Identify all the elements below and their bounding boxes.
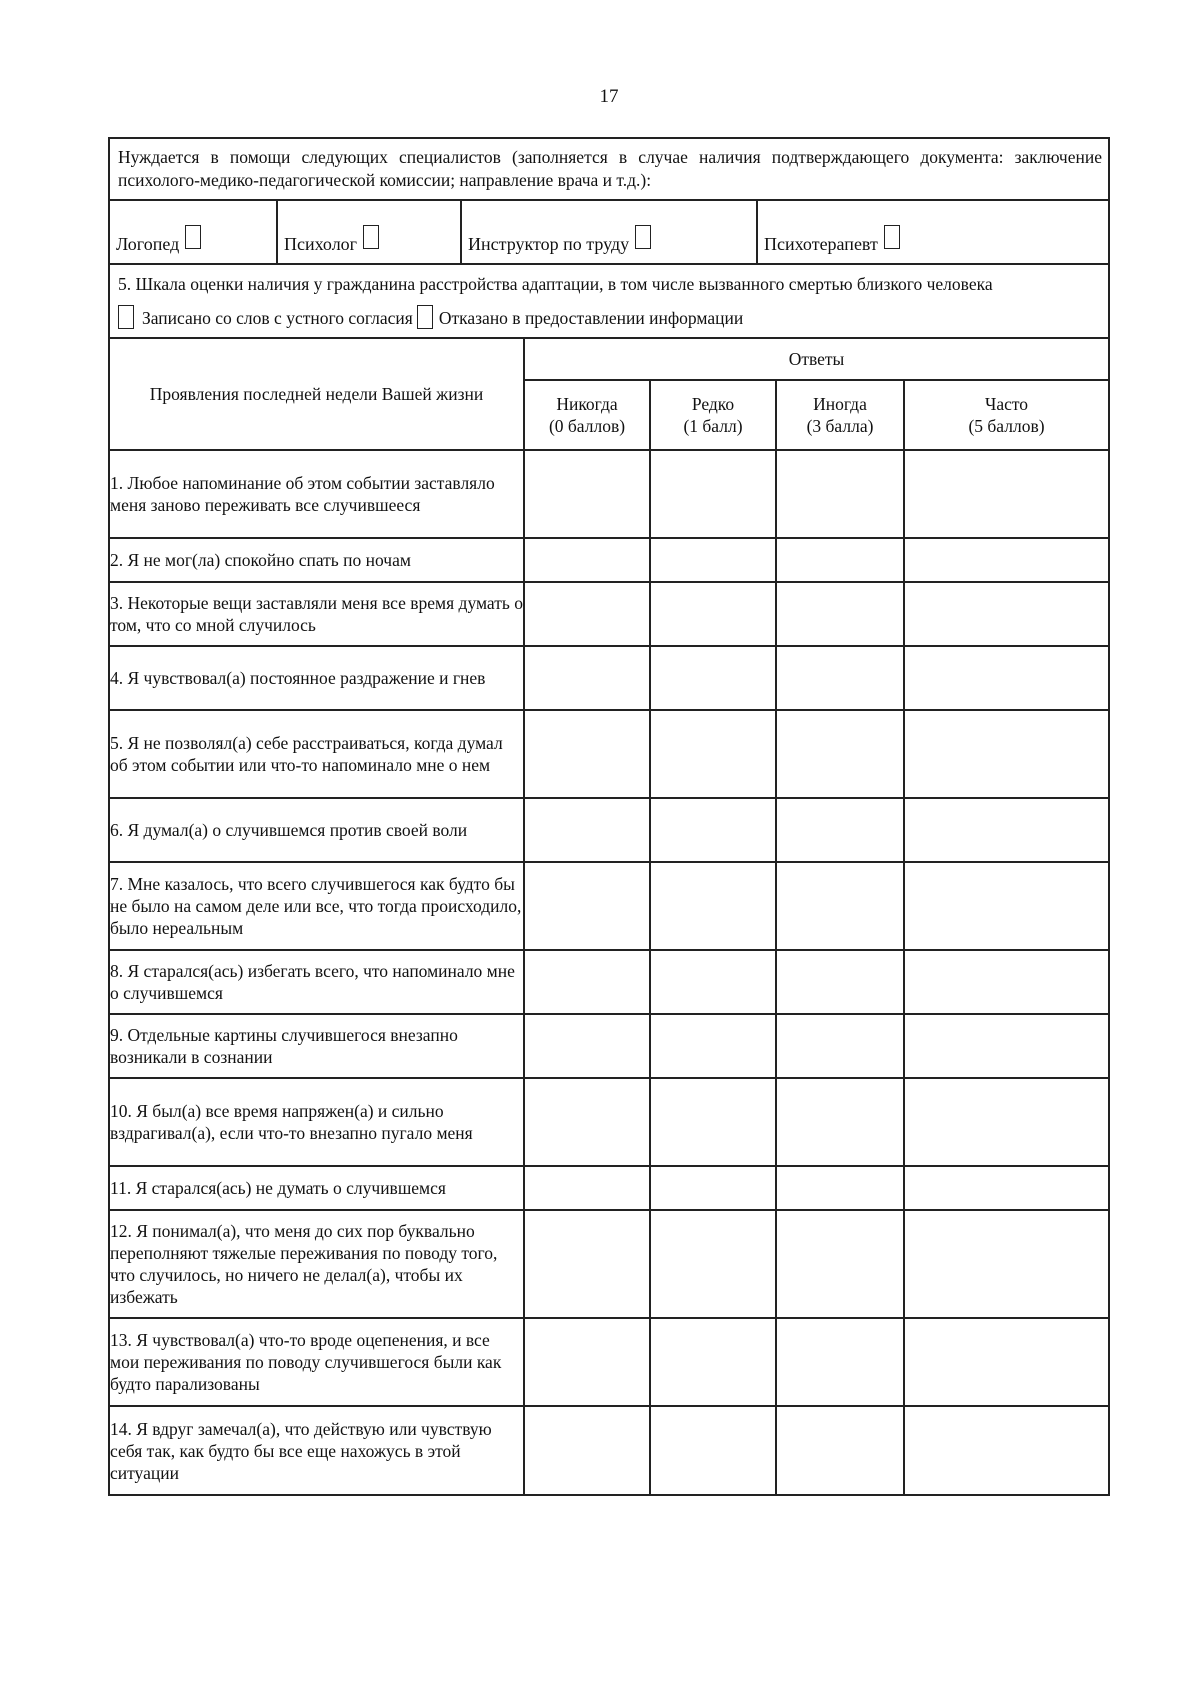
question-text: 6. Я думал(а) о случившемся против своей воли <box>110 798 524 862</box>
refused-info-checkbox[interactable] <box>417 305 433 329</box>
question-text: 7. Мне казалось, что всего случившегося как будто бы не было на самом деле или все, что тогда происходило, было нереальным <box>110 862 524 950</box>
question-row <box>110 646 1108 710</box>
question-text: 8. Я старался(ась) избегать всего, что напоминало мне о случившемся <box>110 950 524 1014</box>
answer-option-header <box>776 380 904 450</box>
answer-option-header <box>524 380 650 450</box>
recorded-consent-checkbox[interactable] <box>118 305 134 329</box>
answer-cell[interactable] <box>904 1406 1108 1494</box>
question-text: 9. Отдельные картины случившегося внезапно возникали в сознании <box>110 1014 524 1078</box>
answer-cell[interactable] <box>650 798 776 862</box>
questionnaire-table <box>110 339 1108 1494</box>
answer-cell[interactable] <box>524 710 650 798</box>
answer-cell[interactable] <box>776 950 904 1014</box>
question-row <box>110 1166 1108 1210</box>
answer-cell[interactable] <box>524 1078 650 1166</box>
specialists-row <box>110 201 1108 265</box>
answer-cell[interactable] <box>904 1014 1108 1078</box>
question-row <box>110 862 1108 950</box>
question-text: 12. Я понимал(а), что меня до сих пор буквально переполняют тяжелые переживания по поводу того, что случилось, но ничего не делал(а), чтобы их избежать <box>110 1210 524 1318</box>
answer-cell[interactable] <box>776 1210 904 1318</box>
answer-cell[interactable] <box>650 1318 776 1406</box>
answer-cell[interactable] <box>904 1078 1108 1166</box>
assessment-form <box>108 137 1110 1496</box>
manifestations-header: Проявления последней недели Вашей жизни <box>110 339 524 450</box>
answer-option-header <box>904 380 1108 450</box>
question-text: 2. Я не мог(ла) спокойно спать по ночам <box>110 538 524 582</box>
speech-therapist-checkbox[interactable] <box>185 225 201 249</box>
answer-cell[interactable] <box>524 450 650 538</box>
question-text: 11. Я старался(ась) не думать о случившемся <box>110 1166 524 1210</box>
labor-instructor-checkbox[interactable] <box>635 225 651 249</box>
specialist-label: Инструктор по труду <box>468 234 630 254</box>
answer-cell[interactable] <box>904 798 1108 862</box>
answer-cell[interactable] <box>524 1406 650 1494</box>
answer-cell[interactable] <box>904 862 1108 950</box>
answer-option-score: (3 балла) <box>806 416 874 436</box>
answer-cell[interactable] <box>776 798 904 862</box>
answer-option-score: (0 баллов) <box>548 416 626 436</box>
answer-option-score: (1 балл) <box>683 416 743 436</box>
answer-cell[interactable] <box>524 1014 650 1078</box>
answer-cell[interactable] <box>524 798 650 862</box>
answer-cell[interactable] <box>904 582 1108 646</box>
answer-option-header <box>650 380 776 450</box>
answer-cell[interactable] <box>524 1318 650 1406</box>
page-number: 17 <box>599 86 619 107</box>
answer-cell[interactable] <box>650 1406 776 1494</box>
answer-cell[interactable] <box>776 862 904 950</box>
answer-cell[interactable] <box>776 450 904 538</box>
answer-cell[interactable] <box>650 1166 776 1210</box>
answer-cell[interactable] <box>524 1166 650 1210</box>
answer-cell[interactable] <box>650 950 776 1014</box>
question-text: 10. Я был(а) все время напряжен(а) и сильно вздрагивал(а), если что-то внезапно пугало меня <box>110 1078 524 1166</box>
question-text: 14. Я вдруг замечал(а), что действую или чувствую себя так, как будто бы все еще нахожусь в этой ситуации <box>110 1406 524 1494</box>
answer-cell[interactable] <box>650 582 776 646</box>
question-row <box>110 538 1108 582</box>
scale-section <box>110 265 1108 339</box>
answer-cell[interactable] <box>904 1210 1108 1318</box>
answer-cell[interactable] <box>650 710 776 798</box>
consent-options <box>118 305 1102 329</box>
scale-title: 5. Шкала оценки наличия у гражданина расстройства адаптации, в том числе вызванного смертью близкого человека <box>118 274 993 294</box>
answer-cell[interactable] <box>524 582 650 646</box>
answer-cell[interactable] <box>524 646 650 710</box>
answer-cell[interactable] <box>650 1210 776 1318</box>
answer-cell[interactable] <box>904 1318 1108 1406</box>
answer-cell[interactable] <box>776 1166 904 1210</box>
answer-cell[interactable] <box>524 950 650 1014</box>
answer-cell[interactable] <box>904 538 1108 582</box>
answer-cell[interactable] <box>904 450 1108 538</box>
question-row <box>110 450 1108 538</box>
question-row <box>110 950 1108 1014</box>
answer-cell[interactable] <box>776 538 904 582</box>
answer-cell[interactable] <box>650 1014 776 1078</box>
answer-option-score: (5 баллов) <box>968 416 1045 436</box>
specialist-psychologist <box>278 201 462 263</box>
question-row <box>110 1210 1108 1318</box>
question-row <box>110 1014 1108 1078</box>
question-row <box>110 798 1108 862</box>
answer-cell[interactable] <box>776 582 904 646</box>
answer-cell[interactable] <box>524 1210 650 1318</box>
question-text: 5. Я не позволял(а) себе расстраиваться, когда думал об этом событии или что-то напоминало мне о нем <box>110 710 524 798</box>
answer-option-label: Иногда <box>813 394 867 414</box>
answer-cell[interactable] <box>776 710 904 798</box>
answer-cell[interactable] <box>524 862 650 950</box>
specialist-speech-therapist <box>110 201 278 263</box>
question-row <box>110 1078 1108 1166</box>
specialist-labor-instructor <box>462 201 758 263</box>
answer-cell[interactable] <box>650 450 776 538</box>
answer-cell[interactable] <box>776 1406 904 1494</box>
question-text: 3. Некоторые вещи заставляли меня все время думать о том, что со мной случилось <box>110 582 524 646</box>
psychotherapist-checkbox[interactable] <box>884 225 900 249</box>
specialist-label: Психотерапевт <box>764 234 878 254</box>
specialists-header: Нуждается в помощи следующих специалистов (заполняется в случае наличия подтверждающего документа: заключение психолого-медико-педагогической комиссии; направление врача и т.д.): <box>110 139 1108 201</box>
specialist-label: Логопед <box>116 234 180 254</box>
refused-info-label: Отказано в предоставлении информации <box>438 308 744 328</box>
answer-cell[interactable] <box>650 1078 776 1166</box>
answers-header: Ответы <box>524 339 1108 380</box>
question-row <box>110 1406 1108 1494</box>
answer-cell[interactable] <box>650 646 776 710</box>
answer-cell[interactable] <box>650 538 776 582</box>
question-row <box>110 1318 1108 1406</box>
psychologist-checkbox[interactable] <box>363 225 379 249</box>
answer-option-label: Никогда <box>556 394 618 414</box>
question-text: 4. Я чувствовал(а) постоянное раздражение и гнев <box>110 646 524 710</box>
answer-cell[interactable] <box>776 646 904 710</box>
question-text: 13. Я чувствовал(а) что-то вроде оцепенения, и все мои переживания по поводу случившегося были как будто парализованы <box>110 1318 524 1406</box>
answer-cell[interactable] <box>904 1166 1108 1210</box>
question-row <box>110 582 1108 646</box>
question-row <box>110 710 1108 798</box>
answer-cell[interactable] <box>524 538 650 582</box>
specialist-psychotherapist <box>758 201 1108 263</box>
answer-cell[interactable] <box>904 950 1108 1014</box>
recorded-consent-label: Записано со слов с устного согласия <box>142 308 413 328</box>
answer-cell[interactable] <box>650 862 776 950</box>
answer-cell[interactable] <box>776 1014 904 1078</box>
answer-option-label: Редко <box>691 394 735 414</box>
question-text: 1. Любое напоминание об этом событии заставляло меня заново переживать все случившееся <box>110 450 524 538</box>
answer-cell[interactable] <box>904 646 1108 710</box>
answer-cell[interactable] <box>904 710 1108 798</box>
specialist-label: Психолог <box>284 234 358 254</box>
questionnaire <box>110 339 1108 1494</box>
answer-cell[interactable] <box>776 1318 904 1406</box>
answer-option-label: Часто <box>984 394 1029 414</box>
answer-cell[interactable] <box>776 1078 904 1166</box>
